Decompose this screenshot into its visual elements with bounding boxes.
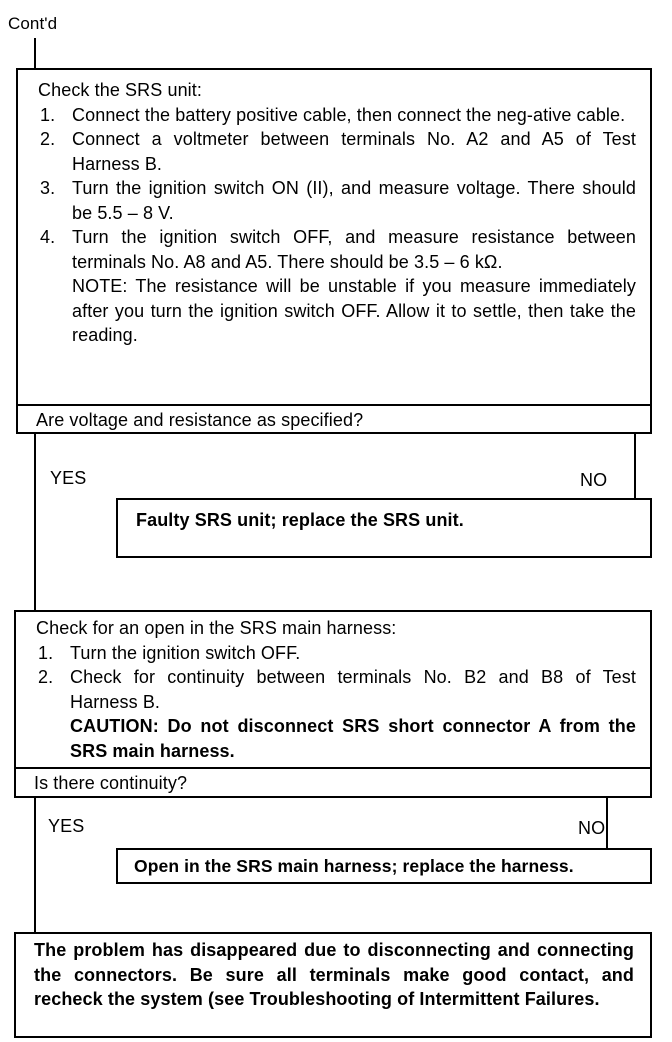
box1-title: Check the SRS unit: (38, 80, 202, 100)
box2-divider (16, 767, 650, 769)
problem-disappeared-text: The problem has disappeared due to disconnecting and connecting the connectors. Be sure all terminals make good contact, and recheck the system (see Troubleshooting of Intermittent Failures. (34, 940, 634, 1009)
yes-line-1 (34, 432, 36, 612)
check-open-harness-content (36, 616, 636, 763)
problem-disappeared-box (14, 932, 652, 1038)
check-open-harness-box (14, 610, 652, 798)
connector-line-top (34, 38, 36, 70)
box1-step-4: 4. Turn the ignition switch OFF, and measure resistance between terminals No. A8 and A5. There should be 3.5 – 6 kΩ. (40, 227, 636, 272)
no-line-1 (634, 432, 636, 500)
check-srs-unit-box (16, 68, 652, 434)
box2-steps (36, 641, 636, 715)
no-label-2: NO (578, 818, 606, 838)
no-label-1: NO (580, 470, 608, 490)
box2-title: Check for an open in the SRS main harness: (36, 618, 397, 638)
box2-step-1: 1. Turn the ignition switch OFF. (38, 642, 301, 663)
yes-label-2: YES (48, 816, 85, 836)
yes-label-1: YES (50, 468, 87, 488)
no-line-2 (606, 796, 608, 850)
box1-step-2: 2. Connect a voltmeter between terminals No. A2 and A5 of Test Harness B. (40, 129, 636, 174)
box1-note: NOTE: The resistance will be unstable if you measure immediately after you turn the ignition switch OFF. Allow it to settle, then take the reading. (72, 276, 636, 345)
box1-step-3: 3. Turn the ignition switch ON (II), and measure voltage. There should be 5.5 – 8 V. (40, 178, 636, 223)
open-harness-result-text: Open in the SRS main harness; replace the harness. (134, 856, 574, 876)
box1-divider (18, 404, 650, 406)
check-srs-unit-content (38, 78, 636, 348)
box2-question: Is there continuity? (34, 773, 188, 793)
faulty-srs-unit-box (116, 498, 652, 558)
yes-line-2 (34, 796, 36, 936)
faulty-srs-unit-text: Faulty SRS unit; replace the SRS unit. (136, 510, 464, 530)
contd-label: Cont'd (8, 14, 58, 33)
box1-step-1: 1. Connect the battery positive cable, then connect the neg-ative cable. (40, 104, 626, 125)
box1-question: Are voltage and resistance as specified? (36, 410, 364, 430)
open-harness-result-box (116, 848, 652, 884)
box1-steps (38, 103, 636, 275)
box2-caution: CAUTION: Do not disconnect SRS short connector A from the SRS main harness. (70, 716, 636, 761)
box2-step-2: 2. Check for continuity between terminals No. B2 and B8 of Test Harness B. (38, 667, 636, 712)
